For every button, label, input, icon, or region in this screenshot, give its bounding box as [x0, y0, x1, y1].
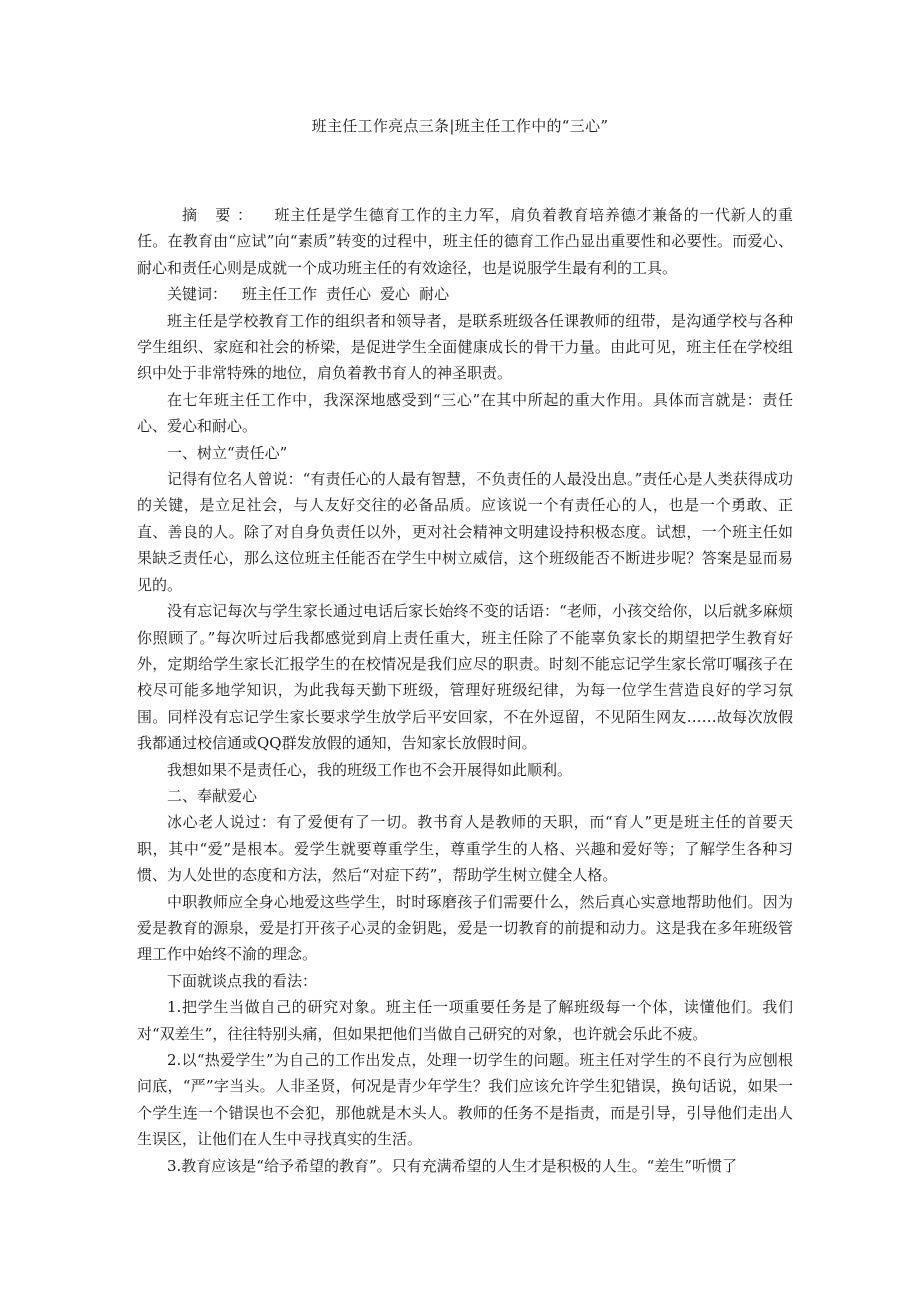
- body-paragraph: 我想如果不是责任心，我的班级工作也不会开展得如此顺利。: [167, 760, 573, 779]
- section-heading: 二、奉献爱心: [167, 786, 258, 805]
- body-paragraph: 中职教师应全身心地爱这些学生，时时琢磨孩子们需要什么，然后真心实意地帮助他们。因为爱是教育的源泉，爱是打开孩子心灵的金钥匙，爱是一切教育的前提和动力。这是我在多年班级管理工作中始终不渝的理念。: [137, 892, 793, 964]
- keyword: 班主任工作: [242, 285, 318, 304]
- body-paragraph: 没有忘记每次与学生家长通过电话后家长始终不变的话语：“老师，小孩交给你，以后就多麻烦你照顾了。”每次听过后我都感觉到肩上责任重大，班主任除了不能辜负家长的期望把学生教育好外，定期给学生家长汇报学生的在校情况是我们应尽的职责。时刻不能忘记学生家长常叮嘱孩子在校尽可能多地学知识，为此我每天勤下班级，管理好班级纪律，为每一位学生营造良好的学习氛围。同样没有忘记学生家长要求学生放学后平安回家，不在外逗留，不见陌生网友……故每次放假我都通过校信通或QQ群发放假的通知，告知家长放假时间。: [137, 602, 793, 753]
- body-paragraph: 冰心老人说过：有了爱便有了一切。教书育人是教师的天职，而“育人”更是班主任的首要天职，其中“爱”是根本。爱学生就要尊重学生，尊重学生的人格、兴趣和爱好等；了解学生各种习惯、为人处世的态度和方法，然后“对症下药”，帮助学生树立健全人格。: [137, 813, 793, 885]
- body-paragraph: 班主任是学校教育工作的组织者和领导者，是联系班级各任课教师的纽带，是沟通学校与各种学生组织、家庭和社会的桥梁，是促进学生全面健康成长的骨干力量。由此可见，班主任在学校组织中处于非常特殊的地位，肩负着教书育人的神圣职责。: [137, 311, 793, 383]
- body-paragraph: 在七年班主任工作中，我深深地感受到“三心”在其中所起的重大作用。具体而言就是：责任心、爱心和耐心。: [137, 390, 793, 436]
- document-title: 班主任工作亮点三条|班主任工作中的“三心”: [311, 117, 609, 135]
- list-item: 3.教育应该是“给予希望的教育”。只有充满希望的人生才是积极的人生。“差生”听惯了: [167, 1156, 737, 1175]
- abstract-label: 摘 要：: [182, 206, 259, 224]
- keyword: 责任心: [326, 285, 372, 304]
- keyword: 爱心: [380, 285, 411, 304]
- body-paragraph: 下面就谈点我的看法：: [167, 971, 318, 990]
- list-item: 1.把学生当做自己的研究对象。班主任一项重要任务是了解班级每一个体，读懂他们。我们对“双差生”，往往特别头痛，但如果把他们当做自己研究的对象，也许就会乐此不疲。: [137, 998, 793, 1043]
- keyword: 耐心: [419, 285, 450, 304]
- document-body: [137, 202, 793, 1179]
- abstract-text: 班主任是学生德育工作的主力军，肩负着教育培养德才兼备的一代新人的重任。在教育由“应试”向“素质”转变的过程中，班主任的德育工作凸显出重要性和必要性。而爱心、耐心和责任心则是成就一个成功班主任的有效途径，也是说服学生最有利的工具。: [137, 206, 793, 277]
- body-paragraph: 记得有位名人曾说：“有责任心的人最有智慧，不负责任的人最没出息。”责任心是人类获得成功的关键，是立足社会，与人友好交往的必备品质。应该说一个有责任心的人，也是一个勇敢、正直、善良的人。除了对自身负责任以外，更对社会精神文明建设持积极态度。试想，一个班主任如果缺乏责任心，那么这位班主任能否在学生中树立威信，这个班级能否不断进步呢？答案是显而易见的。: [137, 470, 793, 594]
- keywords-label: 关键词：: [167, 285, 228, 304]
- keywords-paragraph: [137, 281, 793, 307]
- section-heading: 一、树立“责任心”: [167, 443, 288, 462]
- abstract-paragraph: [137, 202, 793, 281]
- list-item: 2.以“热爱学生”为自己的工作出发点，处理一切学生的问题。班主任对学生的不良行为应刨根问底，“严”字当头。人非圣贤，何况是青少年学生？我们应该允许学生犯错误，换句话说，如果一个学生连一个错误也不会犯，那他就是木头人。教师的任务不是指责，而是引导，引导他们走出人生误区，让他们在人生中寻找真实的生活。: [137, 1051, 793, 1149]
